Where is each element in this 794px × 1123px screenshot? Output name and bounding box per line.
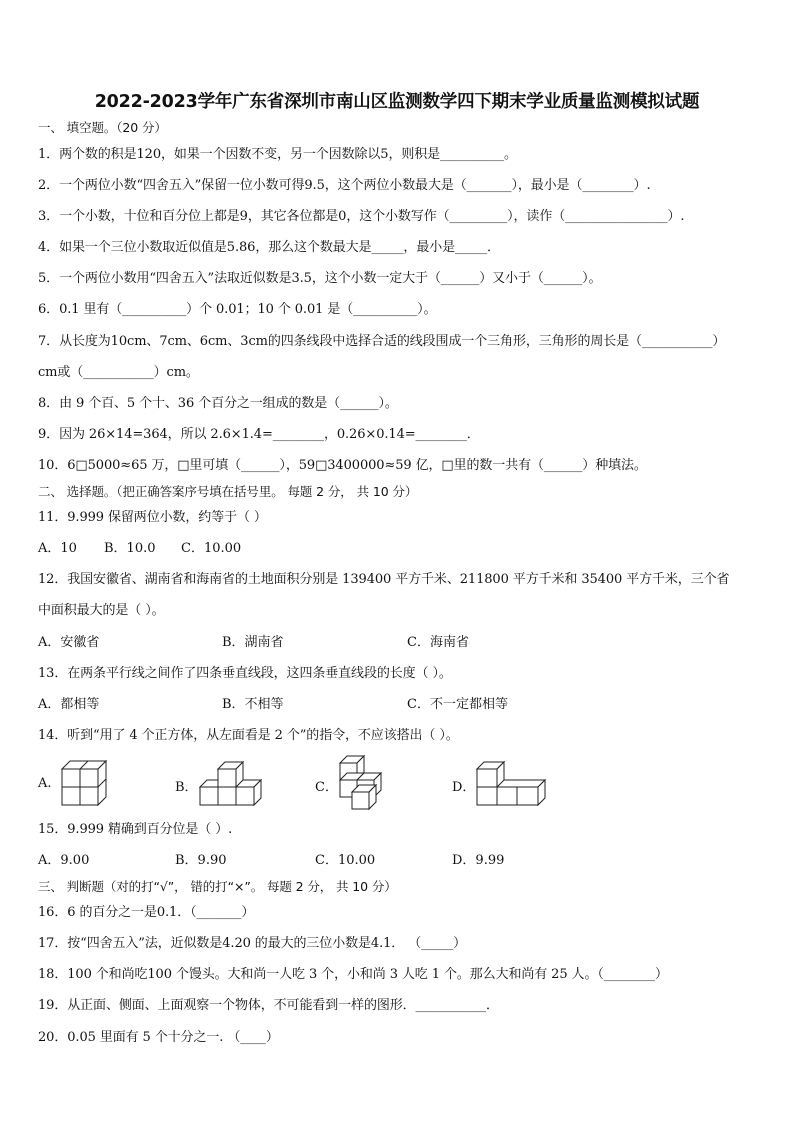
cube-figure-c (338, 755, 398, 811)
question-20: 20．0.05 里面有 5 个十分之一. （____） (38, 1030, 279, 1045)
option-12-a: A．安徽省 (38, 635, 100, 650)
section-heading-choice: 二、 选择题。（把正确答案序号填在括号里。 每题 2 分， 共 10 分） (38, 484, 418, 499)
question-11: 11．9.999 保留两位小数，约等于（ ） (38, 510, 267, 525)
page-title: 2022-2023学年广东省深圳市南山区监测数学四下期末学业质量监测模拟试题 (94, 92, 700, 112)
option-12-c: C．海南省 (407, 635, 469, 650)
question-1: 1．两个数的积是120，如果一个因数不变，另一个因数除以5，则积是__________。 (38, 147, 517, 162)
question-7-line-1: 7．从长度为10cm、7cm、6cm、3cm的四条线段中选择合适的线段围成一个三角形，三角形的周长是（___________） (38, 334, 726, 349)
option-13-a: A．都相等 (38, 697, 100, 712)
question-10: 10．6□5000≈65 万，□里可填（______），59□3400000≈59 亿，□里的数一共有（______）种填法。 (38, 458, 647, 473)
question-16: 16．6 的百分之一是0.1．（_______） (38, 905, 255, 920)
option-15-b: B．9.90 (175, 853, 227, 868)
question-12-line-2: 中面积最大的是（ ）。 (38, 603, 165, 618)
option-11-a: A．10 (38, 541, 77, 556)
option-12-b: B．湖南省 (222, 635, 284, 650)
question-18: 18．100 个和尚吃100 个馒头。大和尚一人吃 3 个，小和尚 3 人吃 1 个。那么大和尚有 25 人。（________） (38, 967, 668, 982)
question-5: 5．一个两位小数用“四舍五入”法取近似数是3.5，这个小数一定大于（______）又小于（______）。 (38, 271, 602, 286)
question-19: 19．从正面、侧面、上面观察一个物体，不可能看到一样的图形．___________． (38, 998, 499, 1013)
option-15-a: A．9.00 (38, 853, 90, 868)
question-6: 6．0.1 里有（__________）个 0.01；10 个 0.01 是（__________）。 (38, 302, 437, 317)
option-14-a-label: A. (38, 776, 52, 791)
option-11-c: C．10.00 (181, 541, 242, 556)
cube-figure-d (476, 760, 546, 808)
question-17: 17．按“四舍五入”法，近似数是4.20 的最大的三位小数是4.1． （_____） (38, 936, 467, 951)
cube-figure-b (199, 760, 269, 808)
option-14-c-label: C． (315, 780, 338, 795)
question-3: 3．一个小数，十位和百分位上都是9，其它各位都是0，这个小数写作（_________），读作（________________）. (38, 209, 685, 224)
question-15: 15．9.999 精确到百分位是（ ）. (38, 822, 233, 837)
option-14-b-label: B． (175, 780, 198, 795)
option-15-c: C．10.00 (315, 853, 376, 868)
option-11-b: B．10.0 (104, 541, 156, 556)
question-9: 9．因为 26×14=364，所以 2.6×1.4=________，0.26×0.14=________． (38, 427, 480, 442)
question-8: 8．由 9 个百、5 个十、36 个百分之一组成的数是（______）。 (38, 396, 398, 411)
section-heading-fill: 一、 填空题。（20 分） (38, 120, 167, 135)
option-15-d: D．9.99 (452, 853, 505, 868)
option-13-b: B．不相等 (222, 697, 284, 712)
question-4: 4．如果一个三位小数取近似值是5.86，那么这个数最大是_____，最小是_____． (38, 240, 500, 255)
option-14-d-label: D． (452, 780, 476, 795)
question-7-line-2: cm或（___________）cm。 (38, 365, 199, 380)
option-13-c: C．不一定都相等 (407, 697, 508, 712)
cube-figure-a (61, 760, 109, 808)
question-14: 14．听到“用了 4 个正方体，从左面看是 2 个”的指令，不应该搭出（ ）。 (38, 728, 459, 743)
section-heading-judge: 三、 判断题（对的打“√”， 错的打“×”。 每题 2 分， 共 10 分） (38, 879, 397, 894)
question-13: 13．在两条平行线之间作了四条垂直线段，这四条垂直线段的长度（ ）。 (38, 666, 452, 681)
question-2: 2．一个两位小数“四舍五入”保留一位小数可得9.5，这个两位小数最大是（_______），最小是（________）. (38, 178, 651, 193)
question-12-line-1: 12．我国安徽省、湖南省和海南省的土地面积分别是 139400 平方千米、211800 平方千米和 35400 平方千米，三个省 (38, 572, 730, 587)
